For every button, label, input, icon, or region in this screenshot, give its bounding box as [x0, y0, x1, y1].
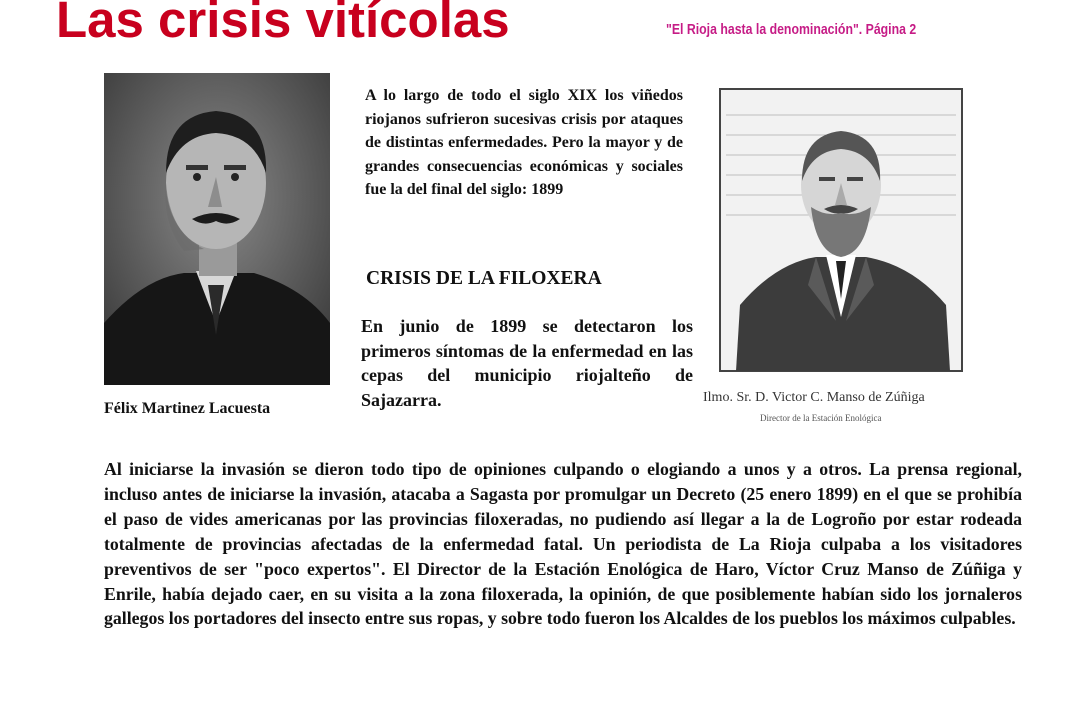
page-title: Las crisis vitícolas — [56, 0, 510, 48]
portrait-victor-manso-de-zuniga — [716, 85, 966, 375]
body-paragraph: Al iniciarse la invasión se dieron todo tipo de opiniones culpando o elogiando a unos y a otros. La prensa regional, incluso antes de iniciarse la invasión, atacaba a Sagasta por promulgar un Decreto (25 enero 1899) en el que se prohibía el paso de vides americanas por las provincias filoxeradas, no pudiendo así llegar a la de Logroño por estar rodeada totalmente de provincias afectadas de la enfermedad fatal. Un periodista de La Rioja culpaba a los visitadores preventivos de ser "poco expertos". El Director de la Estación Enológica de Haro, Víctor Cruz Manso de Zúñiga y Enrile, había dejado caer, en su visita a la zona filoxerada, la opinión, de que posiblemente habían sido los jornaleros gallegos los portadores del insecto entre sus ropas, y sobre todo fueron los Alcaldes de los pueblos los máximos culpables. — [104, 459, 1022, 629]
section-heading: CRISIS DE LA FILOXERA — [366, 268, 602, 289]
portrait-felix-martinez-lacuesta — [104, 73, 330, 385]
page-subtitle: "El Rioja hasta la denominación". Página 2 — [666, 21, 917, 38]
left-portrait-caption: Félix Martinez Lacuesta — [104, 400, 271, 417]
right-portrait-subcaption: Director de la Estación Enológica — [760, 413, 882, 423]
lead-paragraph: En junio de 1899 se detectaron los primeros síntomas de la enfermedad en las cepas del municipio riojalteño de Sajazarra. — [361, 316, 693, 410]
right-portrait-caption: Ilmo. Sr. D. Victor C. Manso de Zúñiga — [703, 390, 925, 405]
intro-paragraph: A lo largo de todo el siglo XIX los viñedos riojanos sufrieron sucesivas crisis por ataques de distintas enfermedades. Pero la mayor y de grandes consecuencias económicas y sociales fue la del final del siglo: 1899 — [365, 87, 683, 199]
